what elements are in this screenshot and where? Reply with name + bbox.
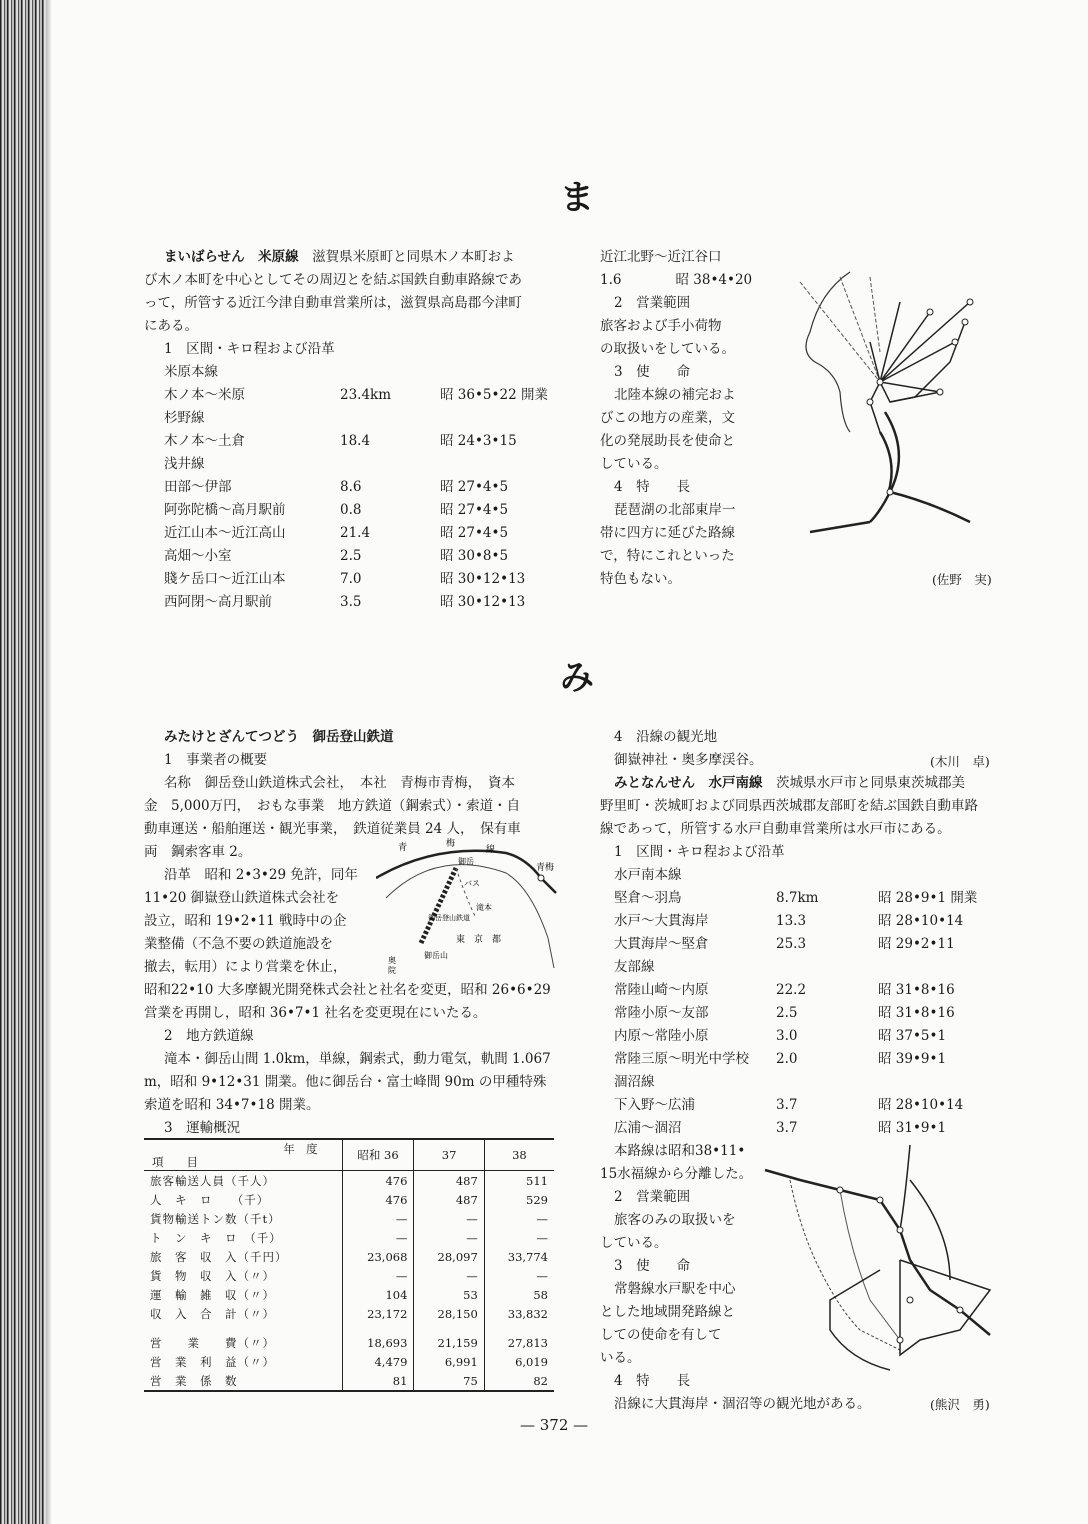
text-line: 沿革 昭和 2•3•29 免許，同年 [164, 867, 358, 883]
route-distance: 3.0 [776, 1028, 798, 1044]
table-cell: 476 [342, 1190, 414, 1209]
route-date: 昭 29•2•11 [878, 936, 955, 952]
text-line: 2 地方鉄道線 [164, 1028, 254, 1044]
text-line: び木ノ本町を中心としてその周辺とを結ぶ国鉄自動車路線であ [144, 272, 522, 288]
map-label: 東 京 都 [456, 935, 502, 945]
route-section: 杉野線 [164, 410, 205, 426]
author: (熊沢 勇) [930, 1397, 990, 1412]
mitake-route-map [376, 838, 576, 978]
route-date: 昭 31•9•1 [878, 1120, 947, 1136]
table-cell: — [414, 1209, 484, 1228]
route-distance: 22.2 [776, 982, 807, 998]
route-section: 米原本線 [164, 364, 218, 380]
text-line: 旅客のみの取扱いを [614, 1212, 736, 1228]
text-line: いる。 [600, 1350, 641, 1366]
route-section: 涸沼線 [614, 1074, 655, 1090]
route-date: 昭 24•3•15 [440, 433, 517, 449]
route-section: 大貫海岸～堅倉 [614, 936, 709, 952]
table-row [144, 1190, 554, 1209]
table-cell: 53 [414, 1285, 484, 1304]
table-cell: 23,068 [342, 1247, 414, 1266]
text-line: 索道を昭和 34•7•18 開業。 [144, 1097, 320, 1113]
text-line: 本路線は昭和38•11• [614, 1143, 746, 1159]
table-cell: 58 [484, 1285, 554, 1304]
route-section: 賤ケ岳口～近江山本 [164, 571, 286, 587]
text-line: 3 使 命 [614, 1258, 691, 1274]
text-line: 沿線に大貫海岸・涸沼等の観光地がある。 [614, 1396, 871, 1412]
mitake-operations-table [144, 1138, 554, 1392]
route-distance: 21.4 [340, 525, 371, 541]
section-header-ma: ま [560, 178, 594, 218]
text-line: の取扱いをしている。 [600, 341, 735, 357]
year-header: 年 度 [283, 1142, 318, 1156]
table-cell: 6,019 [484, 1352, 554, 1371]
route-date: 昭 28•9•1 開業 [878, 890, 978, 906]
text-line: している。 [600, 1235, 668, 1251]
table-corner-header [144, 1139, 342, 1171]
route-date: 昭 31•8•16 [878, 1005, 955, 1021]
route-distance: 8.6 [340, 479, 362, 495]
text-line: 線であって，所管する水戸自動車営業所は水戸市にある。 [600, 821, 951, 837]
route-section: 広浦～涸沼 [614, 1120, 682, 1136]
mitonan-route-map [760, 1140, 1010, 1380]
table-cell: 28,097 [414, 1247, 484, 1266]
route-date: 昭 30•8•5 [440, 548, 509, 564]
row-label: 人 キ ロ （千） [150, 1192, 270, 1207]
row-label: ト ン キ ロ （千） [150, 1230, 282, 1245]
text-line: 2 営業範囲 [614, 1189, 691, 1205]
text-line: 1 区間・キロ程および沿革 [164, 341, 335, 357]
text-line: 4 特 長 [614, 479, 691, 495]
text-line: 旅客および手小荷物 [600, 318, 722, 334]
table-row [144, 1266, 554, 1285]
route-distance: 18.4 [340, 433, 371, 449]
route-distance: 3.5 [340, 594, 362, 610]
text-line: まいばらせん 米原線 滋賀県米原町と同県木ノ本町およ [164, 249, 515, 265]
text-line: 4 沿線の観光地 [614, 729, 718, 745]
route-date: 昭 30•12•13 [440, 571, 526, 587]
table-cell: 23,172 [342, 1304, 414, 1323]
text-line: 1.6 昭 38•4•20 [600, 272, 753, 288]
route-section: 西阿閉～高月駅前 [164, 594, 272, 610]
text-line: 金 5,000万円， おもな事業 地方鉄道（鋼索式）・索道・自 [144, 798, 521, 814]
text-line: みとなんせん 水戸南線 茨城県水戸市と同県東茨城郡美 [614, 775, 965, 791]
text-line: 2 営業範囲 [614, 295, 691, 311]
route-section: 下入野～広浦 [614, 1097, 695, 1113]
text-line: 4 特 長 [614, 1373, 691, 1389]
route-section: 浅井線 [164, 456, 205, 472]
table-cell: 487 [414, 1171, 484, 1191]
route-section: 水戸南本線 [614, 867, 682, 883]
entry-heading: みとなんせん 水戸南線 [614, 775, 763, 791]
route-date: 昭 28•10•14 [878, 913, 964, 929]
text-line: 3 使 命 [614, 364, 691, 380]
text-line: で，特にこれといった [600, 548, 735, 564]
map-label: 御岳 [458, 857, 474, 866]
table-row [144, 1371, 554, 1391]
table-cell: 511 [484, 1171, 554, 1191]
map-label: バス [464, 879, 480, 888]
table-cell: — [484, 1228, 554, 1247]
route-section: 水戸～大貫海岸 [614, 913, 709, 929]
text-line: 特色もない。 [600, 571, 681, 587]
table-cell: — [414, 1228, 484, 1247]
text-line: にある。 [144, 318, 198, 334]
maibara-route-map [780, 262, 1000, 552]
table-cell: 81 [342, 1371, 414, 1391]
route-date: 昭 31•8•16 [878, 982, 955, 998]
route-section: 高畑～小室 [164, 548, 232, 564]
row-label: 収 入 合 計（〃） [150, 1306, 275, 1321]
route-section: 常陸山崎～内原 [614, 982, 709, 998]
text-line: 動車運送・船舶運送・観光事業， 鉄道従業員 24 人， 保有車 [144, 821, 521, 837]
route-distance: 2.5 [776, 1005, 798, 1021]
text-line: 近江北野～近江谷口 [600, 249, 722, 265]
table-cell: 33,832 [484, 1304, 554, 1323]
route-distance: 2.5 [340, 548, 362, 564]
route-section: 田部～伊部 [164, 479, 232, 495]
map-label: 青梅 [536, 863, 555, 873]
mitake-author: (木川 卓) [930, 754, 990, 769]
col-header: 37 [414, 1139, 484, 1171]
route-section: 友部線 [614, 959, 655, 975]
text-line: 野里町・茨城町および同県西茨城郡友部町を結ぶ国鉄自動車路 [600, 798, 978, 814]
route-distance: 3.7 [776, 1097, 798, 1113]
row-label: 旅 客 収 入（千円） [150, 1249, 288, 1264]
map-label: 線 [486, 845, 496, 855]
text-line: って，所管する近江今津自動車営業所は，滋賀県高島郡今津町 [144, 295, 522, 311]
route-date: 昭 28•10•14 [878, 1097, 964, 1113]
table-cell: — [342, 1266, 414, 1285]
table-cell: 75 [414, 1371, 484, 1391]
entry-heading: みたけとざんてつどう 御岳登山鉄道 [164, 729, 394, 745]
table-row [144, 1171, 554, 1191]
table-row [144, 1352, 554, 1371]
item-header: 項 目 [152, 1155, 198, 1169]
maibara-author: (佐野 実) [932, 572, 992, 587]
table-cell: 28,150 [414, 1304, 484, 1323]
text-line: 琵琶湖の北部東岸一 [614, 502, 736, 518]
route-date: 昭 36•5•22 開業 [440, 387, 548, 403]
col-header: 昭和 36 [342, 1139, 414, 1171]
text-line: 滝本・御岳山間 1.0km，単線，鋼索式，動力電気，軌間 1.067 [164, 1051, 551, 1067]
table-cell: 104 [342, 1285, 414, 1304]
row-label: 営 業 利 益（〃） [150, 1354, 275, 1369]
text-line: 1 区間・キロ程および沿革 [614, 844, 785, 860]
text-line: 名称 御岳登山鉄道株式会社， 本社 青梅市青梅， 資本 [164, 775, 515, 791]
map-label: 梅 [446, 839, 456, 849]
table-cell: — [342, 1228, 414, 1247]
row-label: 貨 物 収 入（〃） [150, 1268, 275, 1283]
table-cell: 487 [414, 1190, 484, 1209]
table-cell: 33,774 [484, 1247, 554, 1266]
route-distance: 8.7km [776, 890, 819, 906]
section-header-mi: み [560, 658, 594, 698]
route-distance: 25.3 [776, 936, 807, 952]
map-label: 滝本 [476, 903, 492, 912]
text-line: 昭和22•10 大多摩観光開発株式会社と社名を変更，昭和 26•6•29 [144, 982, 551, 998]
text-line: m，昭和 9•12•31 開業。他に御岳台・富士峰間 90m の甲種特殊 [144, 1074, 547, 1090]
text-line: 11•20 御嶽登山鉄道株式会社を [144, 890, 340, 906]
table-row [144, 1209, 554, 1228]
route-section: 近江山本～近江高山 [164, 525, 286, 541]
text-line: 御嶽神社・奥多摩渓谷。 [614, 752, 763, 768]
table-row [144, 1285, 554, 1304]
map-label: 院 [388, 966, 396, 975]
route-date: 昭 39•9•1 [878, 1051, 947, 1067]
text-line: 15水福線から分離した。 [600, 1166, 753, 1182]
text-line: 常磐線水戸駅を中心 [614, 1281, 736, 1297]
route-date: 昭 30•12•13 [440, 594, 526, 610]
text-line: 設立，昭和 19•2•11 戦時中の企 [144, 913, 347, 929]
table-row [144, 1247, 554, 1266]
text-line: 業整備（不急不要の鉄道施設を [144, 936, 333, 952]
route-section: 木ノ本～米原 [164, 387, 245, 403]
text-line: 両 鋼索客車 2。 [144, 844, 252, 860]
route-date: 昭 27•4•5 [440, 479, 509, 495]
row-label: 旅客輸送人員（千人） [150, 1173, 275, 1188]
table-cell: — [484, 1209, 554, 1228]
route-distance: 2.0 [776, 1051, 798, 1067]
route-distance: 0.8 [340, 502, 362, 518]
text-line: 北陸本線の補完およ [614, 387, 736, 403]
route-section: 内原～常陸小原 [614, 1028, 709, 1044]
text-line: 撤去，転用）により営業を休止， [144, 959, 347, 975]
text-line: 化の発展助長を使命と [600, 433, 735, 449]
text-line: 帯に四方に延びた路線 [600, 525, 735, 541]
text-line: している。 [600, 456, 668, 472]
route-distance: 7.0 [340, 571, 362, 587]
table-cell: 476 [342, 1171, 414, 1191]
route-section: 阿弥陀橋～高月駅前 [164, 502, 286, 518]
col-header: 38 [484, 1139, 554, 1171]
text-line: 3 運輸概況 [164, 1120, 241, 1136]
route-date: 昭 37•5•1 [878, 1028, 947, 1044]
table-row [144, 1228, 554, 1247]
map-label: 青 [398, 843, 408, 853]
route-date: 昭 27•4•5 [440, 502, 509, 518]
text-line: しての使命を有して [600, 1327, 722, 1343]
table-cell: 18,693 [342, 1323, 414, 1352]
table-cell: 27,813 [484, 1323, 554, 1352]
table-cell: 4,479 [342, 1352, 414, 1371]
table-cell: — [342, 1209, 414, 1228]
map-label: 御岳山 [424, 951, 448, 960]
table-cell: — [484, 1266, 554, 1285]
route-date: 昭 27•4•5 [440, 525, 509, 541]
table-cell: — [414, 1266, 484, 1285]
table-row [144, 1304, 554, 1323]
table-cell: 82 [484, 1371, 554, 1391]
text-line: びこの地方の産業，文 [600, 410, 735, 426]
text-line: 1 事業者の概要 [164, 752, 268, 768]
route-distance: 13.3 [776, 913, 807, 929]
text-line [164, 726, 394, 749]
book-binding-edge [0, 0, 46, 1524]
table-cell: 21,159 [414, 1323, 484, 1352]
row-label: 営 業 係 数 [144, 1371, 342, 1391]
row-label: 運 輸 雑 収（〃） [150, 1287, 275, 1302]
text-line: とした地域開発路線と [600, 1304, 735, 1320]
row-label: 営 業 費（〃） [150, 1335, 275, 1350]
row-label: 貨物輸送トン数（千t） [150, 1211, 281, 1226]
route-distance: 3.7 [776, 1120, 798, 1136]
entry-heading: まいばらせん 米原線 [164, 249, 299, 265]
route-distance: 23.4km [340, 387, 392, 403]
route-section: 堅倉～羽鳥 [614, 890, 682, 906]
text-line: 営業を再開し，昭和 36•7•1 社名を変更現在にいたる。 [144, 1005, 487, 1021]
table-cell: 6,991 [414, 1352, 484, 1371]
route-section: 常陸三原～明光中学校 [614, 1051, 749, 1067]
table-cell: 529 [484, 1190, 554, 1209]
map-label: 奥 [388, 956, 396, 965]
page-number: — 372 — [520, 1416, 589, 1434]
map-label: 御岳登山鉄道 [428, 914, 470, 922]
table-row [144, 1323, 554, 1352]
route-section: 常陸小原～友部 [614, 1005, 709, 1021]
route-section: 木ノ本～土倉 [164, 433, 245, 449]
